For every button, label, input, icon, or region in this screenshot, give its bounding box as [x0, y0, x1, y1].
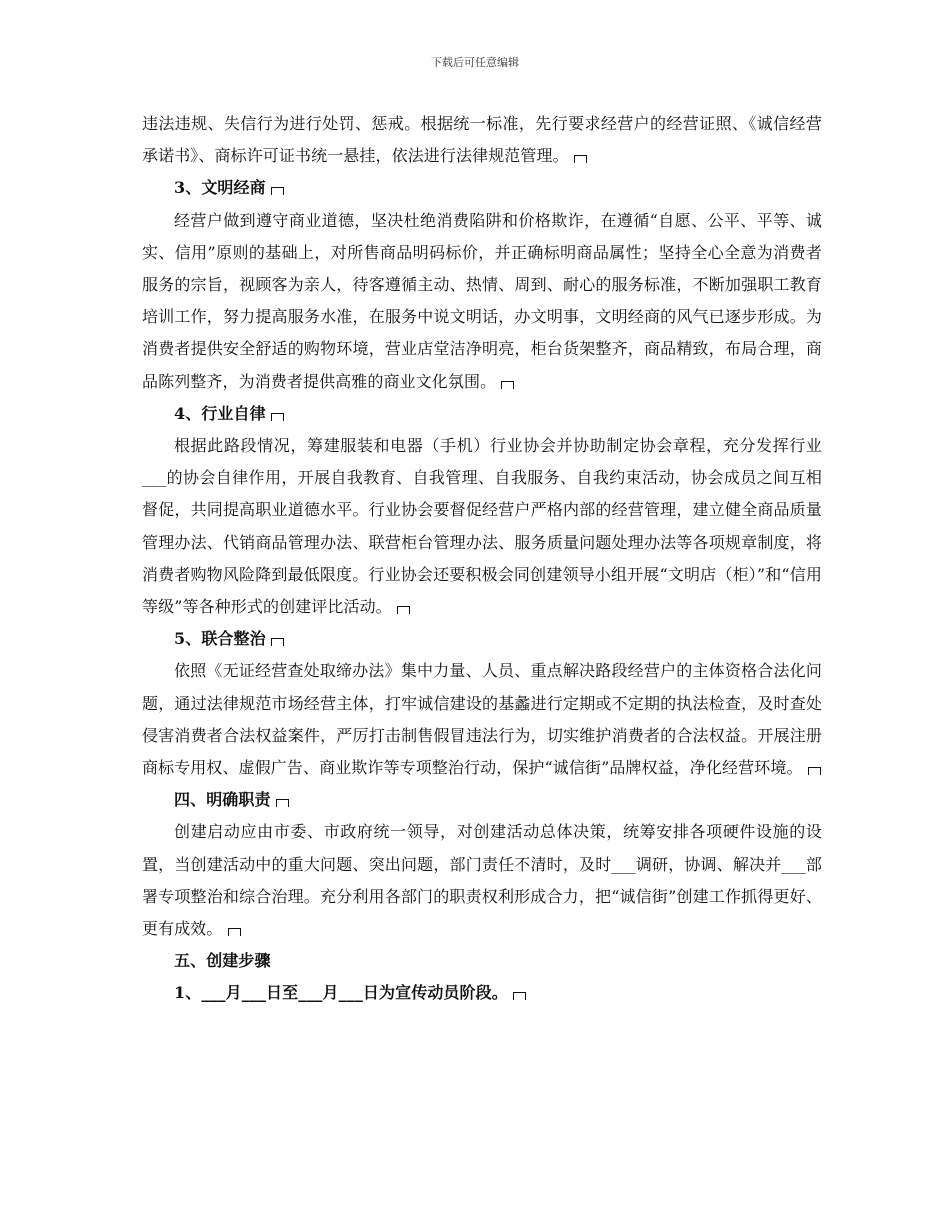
- document-body: [142, 108, 822, 1010]
- section-heading: 五、创建步骤: [174, 951, 271, 971]
- paragraph-mark-icon: [574, 155, 587, 163]
- body-paragraph: 依照《无证经营查处取缔办法》集中力量、人员、重点解决路段经营户的主体资格合法化问题，通过法律规范市场经营主体，打牢诚信建设的基蠡进行定期或不定期的执法检查，及时查处侵害消费者合法权益案件，严厉打击制售假冒违法行为，切实维护消费者的合法权益。开展注册商标专用权、虚假广告、商业欺诈等专项整治行动，保护“诚信街”品牌权益，净化经营环境。: [142, 661, 822, 778]
- section-heading: 5、联合整治: [142, 623, 822, 655]
- page-header: 下载后可任意编辑: [431, 56, 519, 69]
- paragraph-mark-icon: [276, 799, 289, 807]
- paragraph-continuation: 违法违规、失信行为进行处罚、惩戒。根据统一标准，先行要求经营户的经营证照、《诚信经营承诺书》、商标许可证书统一悬挂，依法进行法律规范管理。: [142, 114, 822, 166]
- body-paragraph: 经营户做到遵守商业道德，坚决杜绝消费陷阱和价格欺诈，在遵循“自愿、公平、平等、诚实、信用”原则的基础上，对所售商品明码标价，并正确标明商品属性；坚持全心全意为消费者服务的宗旨，视顾客为亲人，待客遵循主动、热情、周到、耐心的服务标准，不断加强职工教育培训工作，努力提高服务水准，在服务中说文明话，办文明事，文明经商的风气已逐步形成。为消费者提供安全舒适的购物环境，营业店堂洁净明亮，柜台货架整齐，商品精致，布局合理，商品陈列整齐，为消费者提供高雅的商业文化氛围。: [142, 210, 822, 391]
- paragraph-mark-icon: [271, 187, 284, 195]
- section-heading: 4、行业自律: [142, 398, 822, 430]
- section-heading: 3、文明经商: [142, 172, 822, 204]
- paragraph-mark-icon: [271, 413, 284, 421]
- body-paragraph: 创建启动应由市委、市政府统一领导，对创建活动总体决策，统筹安排各项硬件设施的设置，当创建活动中的重大问题、突出问题，部门责任不清时，及时___调研，协调、解决并___部署专项整治和综合治理。充分利用各部门的职责权利形成合力，把“诚信街”创建工作抓得更好、更有成效。: [142, 822, 822, 939]
- section-heading: 四、明确职责: [142, 784, 822, 816]
- paragraph-mark-icon: [501, 381, 514, 389]
- paragraph-mark-icon: [271, 638, 284, 646]
- section-heading: 1、___月___日至___月___日为宣传动员阶段。: [142, 977, 822, 1009]
- body-paragraph: 根据此路段情况，筹建服装和电器（手机）行业协会并协助制定协会章程，充分发挥行业___的协会自律作用，开展自我教育、自我管理、自我服务、自我约束活动，协会成员之间互相督促，共同提高职业道德水平。行业协会要督促经营户严格内部的经营管理，建立健全商品质量管理办法、代销商品管理办法、联营柜台管理办法、服务质量问题处理办法等各项规章制度，将消费者购物风险降到最低限度。行业协会还要积极会同创建领导小组开展“文明店（柜）”和“信用等级”等各种形式的创建评比活动。: [142, 436, 822, 617]
- paragraph-mark-icon: [397, 606, 410, 614]
- paragraph-mark-icon: [513, 992, 526, 1000]
- paragraph-mark-icon: [228, 928, 241, 936]
- paragraph-mark-icon: [808, 767, 821, 775]
